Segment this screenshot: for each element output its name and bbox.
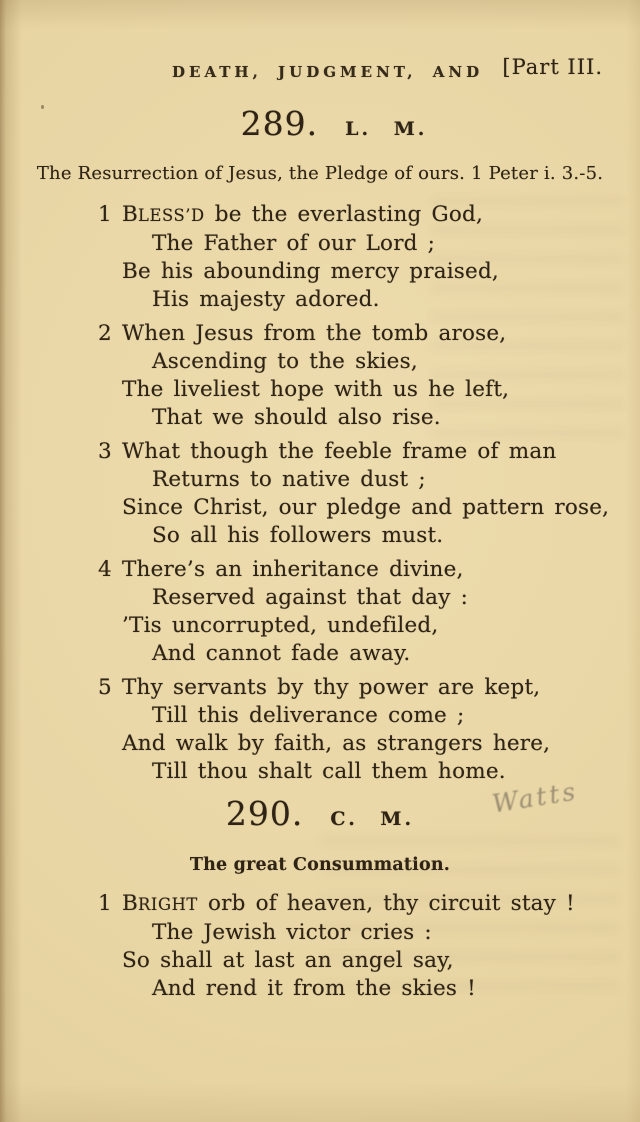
stanza xyxy=(96,201,640,314)
smallcaps-word: BRIGHT xyxy=(122,891,198,916)
verse-line: 3 What though the feeble frame of man xyxy=(98,439,557,464)
stanza xyxy=(96,556,640,668)
verse-line: 2 When Jesus from the tomb arose, xyxy=(98,321,507,346)
verse-line: Reserved against that day : xyxy=(152,585,469,610)
handwritten-annotation: Watts xyxy=(489,776,580,819)
verse-line: Be his abounding mercy praised, xyxy=(122,259,499,284)
hymn-number: 290. xyxy=(225,794,304,833)
hymn-verses xyxy=(0,890,640,1003)
stanza xyxy=(96,890,640,1003)
verse-line: And cannot fade away. xyxy=(152,641,411,666)
hymn-subtitle: The great Consummation. xyxy=(189,855,451,875)
verse-number: 5 xyxy=(98,675,112,700)
stanza xyxy=(96,674,640,786)
hymn-meter: L. M. xyxy=(345,118,428,140)
verse-line: So all his followers must. xyxy=(152,523,444,548)
verse-number: 1 xyxy=(98,202,112,227)
verse-line: 1 BRIGHT orb of heaven, thy circuit stay ! xyxy=(98,891,575,916)
verse-line: The Jewish victor cries : xyxy=(152,920,432,945)
verse-line: Till thou shalt call them home. xyxy=(152,759,506,784)
verse-line: 1 BLESS’D be the everlasting God, xyxy=(98,202,484,227)
verse-line: And rend it from the skies ! xyxy=(152,976,476,1001)
verse-line: His majesty adored. xyxy=(152,287,380,312)
hymn-289-section xyxy=(0,104,640,786)
verse-line: Till this deliverance come ; xyxy=(152,703,465,728)
verse-line: That we should also rise. xyxy=(152,405,441,430)
hymn-number: 289. xyxy=(240,104,319,143)
part-label: [Part III. xyxy=(502,55,603,79)
verse-line: The Father of our Lord ; xyxy=(152,231,436,256)
verse-number: 2 xyxy=(98,321,112,346)
stanza xyxy=(96,438,640,550)
verse-line: And walk by faith, as strangers here, xyxy=(122,731,551,756)
hymn-verses xyxy=(0,201,640,786)
verse-line: Ascending to the skies, xyxy=(152,349,418,374)
hymn-290-section xyxy=(0,776,640,1003)
verse-line: Since Christ, our pledge and pattern rose, xyxy=(122,495,610,520)
verse-number: 4 xyxy=(98,557,112,582)
verse-line: 5 Thy servants by thy power are kept, xyxy=(98,675,541,700)
verse-line: The liveliest hope with us he left, xyxy=(122,377,510,402)
hymn-heading xyxy=(0,776,640,839)
hymn-subtitle: The Resurrection of Jesus, the Pledge of ours. 1 Peter i. 3.-5. xyxy=(36,163,604,184)
verse-number: 1 xyxy=(98,891,112,916)
verse-line: 4 There’s an inheritance divine, xyxy=(98,557,464,582)
verse-line: So shall at last an angel say, xyxy=(122,948,454,973)
smallcaps-word: BLESS’D xyxy=(122,202,205,227)
hymn-heading xyxy=(14,104,640,149)
running-title: DEATH, JUDGMENT, AND xyxy=(172,63,484,81)
running-header xyxy=(0,0,640,100)
verse-number: 3 xyxy=(98,439,112,464)
verse-line: ’Tis uncorrupted, undefiled, xyxy=(122,613,439,638)
hymn-meter: C. M. xyxy=(330,808,415,830)
verse-line: Returns to native dust ; xyxy=(152,467,426,492)
stanza xyxy=(96,320,640,432)
